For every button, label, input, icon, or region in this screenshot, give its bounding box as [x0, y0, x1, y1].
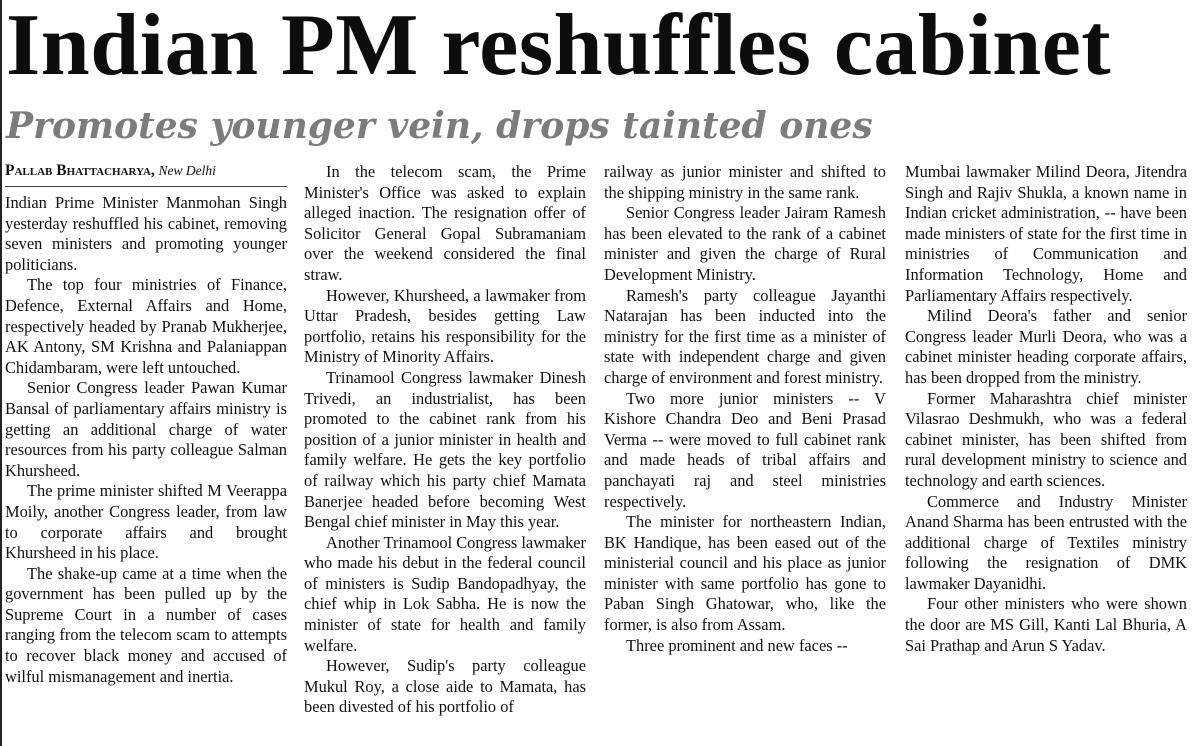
headline: Indian PM reshuffles cabinet [6, 0, 1112, 94]
paragraph: The shake-up came at a time when the government has been pulled up by the Supreme Court in a number of cases ranging from the telecom scam to attempts to recover black money and accused of wilful mismanagement and inertia. [5, 563, 287, 686]
paragraph: Commerce and Industry Minister Anand Sharma has been entrusted with the additional charge of Textiles ministry following the resignation of DMK lawmaker Dayanidhi. [905, 491, 1187, 593]
paragraph: Trinamool Congress lawmaker Dinesh Trivedi, an industrialist, has been promoted to the cabinet rank from his position of a junior minister in health and family welfare. He gets the key portfolio of railway which his party chief Mamata Banerjee headed before becoming West Bengal chief minister in May this year. [304, 367, 586, 532]
paragraph: Former Maharashtra chief minister Vilasrao Deshmukh, who was a federal cabinet minister, has been shifted from rural development ministry to science and technology and earth sciences. [905, 388, 1187, 490]
article-column-3 [604, 162, 886, 656]
paragraph: However, Sudip's party colleague Mukul Roy, a close aide to Mamata, has been divested of his portfolio of [304, 656, 586, 717]
byline-dateline: New Delhi [158, 163, 216, 178]
paragraph: Senior Congress leader Pawan Kumar Bansal of parliamentary affairs ministry is getting an additional charge of water resources from his party colleague Salman Khursheed. [5, 378, 287, 480]
paragraph: Mumbai lawmaker Milind Deora, Jitendra Singh and Rajiv Shukla, a known name in Indian cricket administration, -- have been made ministers of state for the first time in ministries of Communication and Information Technology, Home and Parliamentary Affairs respectively. [905, 162, 1187, 305]
paragraph: In the telecom scam, the Prime Minister's Office was asked to explain alleged inaction. The resignation offer of Solicitor General Gopal Subramaniam over the weekend considered the final straw. [304, 162, 586, 284]
article-column-2 [304, 162, 586, 718]
paragraph: Ramesh's party colleague Jayanthi Natarajan has been inducted into the ministry for the first time as a minister of state with independent charge and given charge of environment and forest ministry. [604, 285, 886, 387]
byline [5, 162, 287, 187]
paragraph: Indian Prime Minister Manmohan Singh yesterday reshuffled his cabinet, removing seven ministers and promoting younger politicians. [5, 193, 287, 274]
paragraph: Two more junior ministers -- V Kishore Chandra Deo and Beni Prasad Verma -- were moved to full cabinet rank and made heads of tribal affairs and panchayati raj and steel ministries respectively. [604, 388, 886, 511]
paragraph: The minister for northeastern Indian, BK Handique, has been eased out of the ministerial council and his place as junior minister with same portfolio has gone to Paban Singh Ghatowar, who, like the former, is also from Assam. [604, 512, 886, 635]
paragraph: Milind Deora's father and senior Congress leader Murli Deora, who was a cabinet minister heading corporate affairs, has been dropped from the ministry. [905, 306, 1187, 387]
paragraph: The prime minister shifted M Veerappa Moily, another Congress leader, from law to corporate affairs and brought Khursheed in his place. [5, 481, 287, 563]
subheadline: Promotes younger vein, drops tainted ones [6, 105, 873, 147]
byline-author: Pallab Bhattacharya, [5, 162, 155, 179]
paragraph: Four other ministers who were shown the door are MS Gill, Kanti Lal Bhuria, A Sai Prathap and Arun S Yadav. [905, 594, 1187, 655]
article-column-1 [5, 162, 287, 687]
article-column-4 [905, 162, 1187, 656]
paragraph: The top four ministries of Finance, Defence, External Affairs and Home, respectively headed by Pranab Mukherjee, AK Antony, SM Krishna and Palaniappan Chidambaram, were left untouched. [5, 275, 287, 377]
paragraph: Three prominent and new faces -- [626, 635, 848, 655]
paragraph: Another Trinamool Congress lawmaker who made his debut in the federal council of ministers is Sudip Bandopadhyay, the chief whip in Lok Sabha. He is now the minister of state for health and family welfare. [304, 532, 586, 655]
paragraph: railway as junior minister and shifted to the shipping ministry in the same rank. [604, 162, 886, 202]
paragraph: However, Khursheed, a lawmaker from Uttar Pradesh, besides getting Law portfolio, retains his responsibility for the Ministry of Minority Affairs. [304, 285, 586, 367]
paragraph: Senior Congress leader Jairam Ramesh has been elevated to the rank of a cabinet minister and given the charge of Rural Development Ministry. [604, 203, 886, 284]
page-left-rule [0, 0, 2, 746]
